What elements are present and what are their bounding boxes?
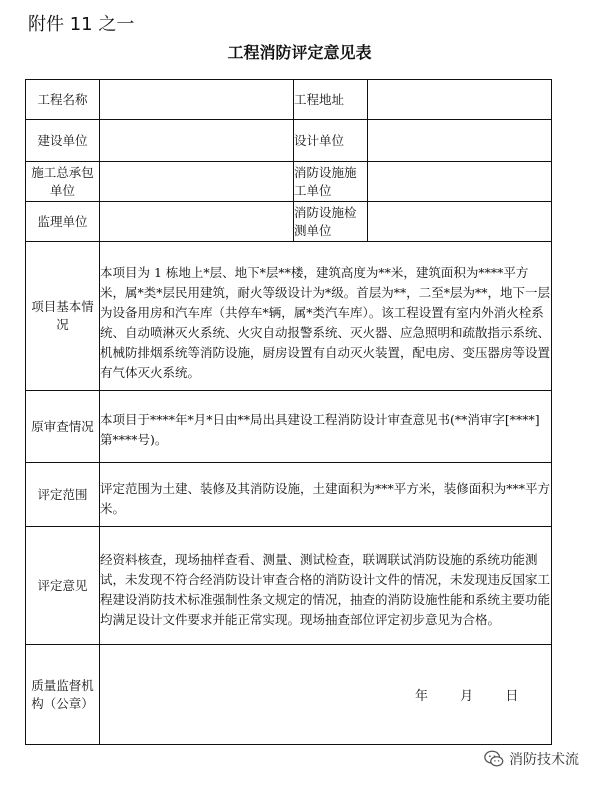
- quality-agency-label: 质量监督机构（公章）: [26, 645, 100, 745]
- project-address-field[interactable]: [368, 80, 552, 120]
- wechat-icon: [483, 748, 505, 770]
- opinion-text: 经资料核查，现场抽样查看、测量、测试检查，联调联试消防设施的系统功能测试，未发现不符合经消防设计审查合格的消防设计文件的情况，未发现违反国家工程建设消防技术标准强制性条文规定的情况，抽查的消防设施性能和系统主要功能均满足设计文件要求并能正常实现。现场抽查部位评定初步意见为合格。: [100, 551, 551, 627]
- evaluation-form-table: [25, 79, 552, 745]
- watermark-text: 消防技术流: [509, 752, 579, 768]
- date-year: 年: [415, 689, 429, 704]
- original-review-label: 原审查情况: [26, 391, 100, 463]
- opinion-content: [100, 527, 552, 645]
- fire-tester-label: 消防设施检测单位: [294, 202, 368, 242]
- contractor-field[interactable]: [100, 162, 294, 202]
- scope-label: 评定范围: [26, 463, 100, 527]
- designer-label: 设计单位: [294, 120, 368, 162]
- form-title: 工程消防评定意见表: [227, 43, 372, 62]
- builder-field[interactable]: [100, 120, 294, 162]
- watermark: [483, 748, 579, 770]
- project-name-field[interactable]: [100, 80, 294, 120]
- date-month: 月: [460, 689, 474, 704]
- project-name-label: 工程名称: [26, 80, 100, 120]
- original-review-content: [100, 391, 552, 463]
- attachment-label: 附件 11 之一: [28, 14, 135, 35]
- designer-field[interactable]: [368, 120, 552, 162]
- date-line: [415, 685, 536, 704]
- fire-installer-label: 消防设施施工单位: [294, 162, 368, 202]
- basic-info-content: [100, 242, 552, 391]
- date-day: 日: [505, 689, 519, 704]
- original-review-text: 本项目于****年*月*日由**局出具建设工程消防设计审查意见书(**消审字[****]第****号)。: [100, 411, 540, 447]
- basic-info-label: 项目基本情况: [26, 242, 100, 391]
- contractor-label: 施工总承包单位: [26, 162, 100, 202]
- builder-label: 建设单位: [26, 120, 100, 162]
- scope-content: [100, 463, 552, 527]
- fire-installer-field[interactable]: [368, 162, 552, 202]
- basic-info-text: 本项目为 1 栋地上*层、地下*层**楼，建筑高度为**米，建筑面积为****平方米，属*类*层民用建筑，耐火等级设计为*级。首层为**，二至*层为**，地下一层为设备用房和汽车库（共停车*辆，属*类汽车库）。该工程设置有室内外消火栓系统、自动喷淋灭火系统、火灾自动报警系统、灭火器、应急照明和疏散指示系统、机械防排烟系统等消防设施，厨房设置有自动灭火装置，配电房、变压器房等设置有气体灭火系统。: [100, 265, 551, 380]
- scope-text: 评定范围为土建、装修及其消防设施，土建面积为***平方米，装修面积为***平方米。: [100, 480, 551, 516]
- supervisor-field[interactable]: [100, 202, 294, 242]
- fire-tester-field[interactable]: [368, 202, 552, 242]
- opinion-label: 评定意见: [26, 527, 100, 645]
- project-address-label: 工程地址: [294, 80, 368, 120]
- supervisor-label: 监理单位: [26, 202, 100, 242]
